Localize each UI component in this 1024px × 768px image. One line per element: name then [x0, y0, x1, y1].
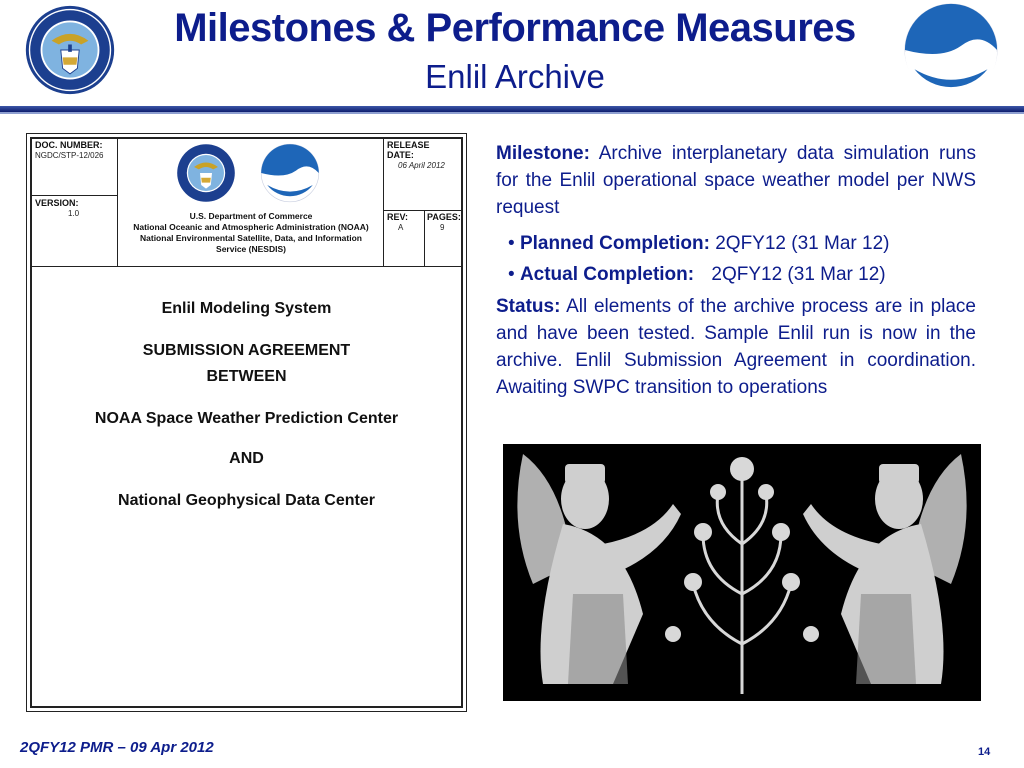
actual-label: Actual Completion: [519, 264, 695, 285]
agency-line: National Oceanic and Atmospheric Administration (NOAA) [133, 222, 369, 232]
doc-between: BETWEEN [206, 368, 287, 385]
doc-agreement-title: SUBMISSION AGREEMENT [142, 342, 351, 359]
release-date-label: RELEASE DATE: [387, 140, 430, 160]
milestone-label: Milestone: [496, 143, 590, 164]
agency-line: Service (NESDIS) [216, 244, 286, 254]
actual-value: 2QFY12 (31 Mar 12) [711, 264, 886, 285]
document-header [32, 139, 461, 267]
pages-label: PAGES: [427, 212, 461, 222]
document-frame [30, 137, 463, 708]
version-value: 1.0 [68, 209, 80, 218]
assyrian-relief-image [503, 444, 981, 701]
slide-title: Milestones & Performance Measures [174, 6, 856, 50]
page-number: 14 [978, 746, 991, 758]
milestone-text: Archive interplanetary data simulation runs for the Enlil operational space weather model per NWS request [496, 143, 976, 218]
doc-commerce-seal-icon [176, 143, 236, 203]
doc-left-column [32, 139, 118, 266]
status-text: All elements of the archive process are in place and have been tested. Sample Enlil run is now in the archive. Enlil Submission Agreement in coordination. Awaiting SWPC transition to operations [496, 296, 976, 398]
milestone-paragraph [496, 140, 976, 221]
doc-left-divider [32, 195, 117, 196]
doc-number-value: NGDC/STP-12/026 [35, 151, 104, 160]
rev-label: REV: [387, 212, 409, 222]
slide-subtitle: Enlil Archive [425, 58, 605, 95]
rev-value: A [398, 223, 404, 232]
commerce-seal-icon [24, 4, 116, 96]
bullet-icon: • [508, 264, 515, 285]
version-label: VERSION: [35, 198, 79, 208]
status-label: Status: [496, 296, 561, 317]
bullet-icon: • [508, 233, 515, 254]
doc-party-2: National Geophysical Data Center [118, 492, 375, 509]
document-body [32, 299, 461, 511]
release-date-value: 06 April 2012 [398, 161, 445, 170]
doc-and: AND [229, 450, 264, 467]
agency-block [118, 211, 384, 255]
doc-noaa-logo-icon [260, 143, 320, 203]
planned-completion-item [508, 230, 889, 257]
agency-line: National Environmental Satellite, Data, and Information [140, 233, 362, 243]
status-paragraph [496, 293, 976, 401]
planned-label: Planned Completion: [519, 233, 710, 254]
pages-value: 9 [440, 223, 445, 232]
pages-cell [424, 211, 461, 266]
agency-line: U.S. Department of Commerce [189, 211, 313, 221]
doc-number-label: DOC. NUMBER: [35, 140, 103, 150]
document-thumbnail [26, 133, 467, 712]
doc-right-column [384, 139, 461, 266]
doc-party-1: NOAA Space Weather Prediction Center [94, 410, 399, 427]
header-rule-accent [0, 112, 1024, 114]
actual-completion-item [508, 261, 886, 288]
planned-value: 2QFY12 (31 Mar 12) [715, 233, 890, 254]
rev-cell [384, 211, 425, 266]
footer-date: 2QFY12 PMR – 09 Apr 2012 [20, 739, 214, 756]
doc-system-title: Enlil Modeling System [161, 300, 332, 317]
